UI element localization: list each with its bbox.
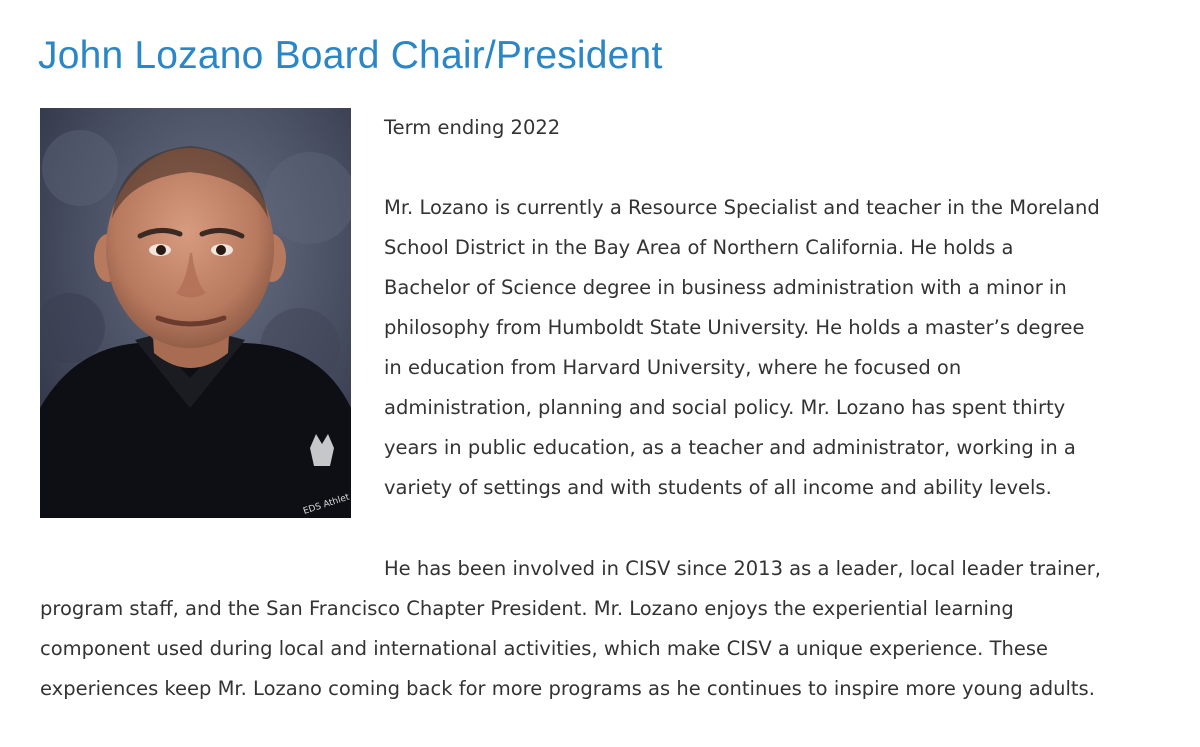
shirt-logo-text: EDS Athlet [302, 492, 351, 517]
paragraph1-line-2: School District in the Bay Area of Northern California. He holds a [384, 236, 1014, 259]
profile-photo [40, 108, 351, 518]
paragraph1-line-4: philosophy from Humboldt State University. He holds a master’s degree [384, 316, 1085, 339]
paragraph2-line-2: program staff, and the San Francisco Chapter President. Mr. Lozano enjoys the experiential learning [40, 597, 1014, 620]
paragraph1-line-7: years in public education, as a teacher and administrator, working in a [384, 436, 1076, 459]
paragraph1-line-1: Mr. Lozano is currently a Resource Specialist and teacher in the Moreland [384, 196, 1100, 219]
paragraph2-line-3: component used during local and international activities, which make CISV a unique experience. These [40, 637, 1049, 660]
paragraph1-line-6: administration, planning and social policy. Mr. Lozano has spent thirty [384, 396, 1066, 419]
paragraph1-line-3: Bachelor of Science degree in business administration with a minor in [384, 276, 1067, 299]
paragraph1-line-5: in education from Harvard University, where he focused on [384, 356, 962, 379]
paragraph2-line-4: experiences keep Mr. Lozano coming back for more programs as he continues to inspire more young adults. [40, 677, 1095, 700]
paragraph1-line-8: variety of settings and with students of all income and ability levels. [384, 476, 1052, 499]
page-title: John Lozano Board Chair/President [38, 34, 663, 77]
bio-bottom [40, 549, 1180, 709]
paragraph2-line-1: He has been involved in CISV since 2013 as a leader, local leader trainer, [384, 557, 1101, 580]
term-text: Term ending 2022 [384, 116, 561, 139]
bio-top [384, 108, 1144, 508]
